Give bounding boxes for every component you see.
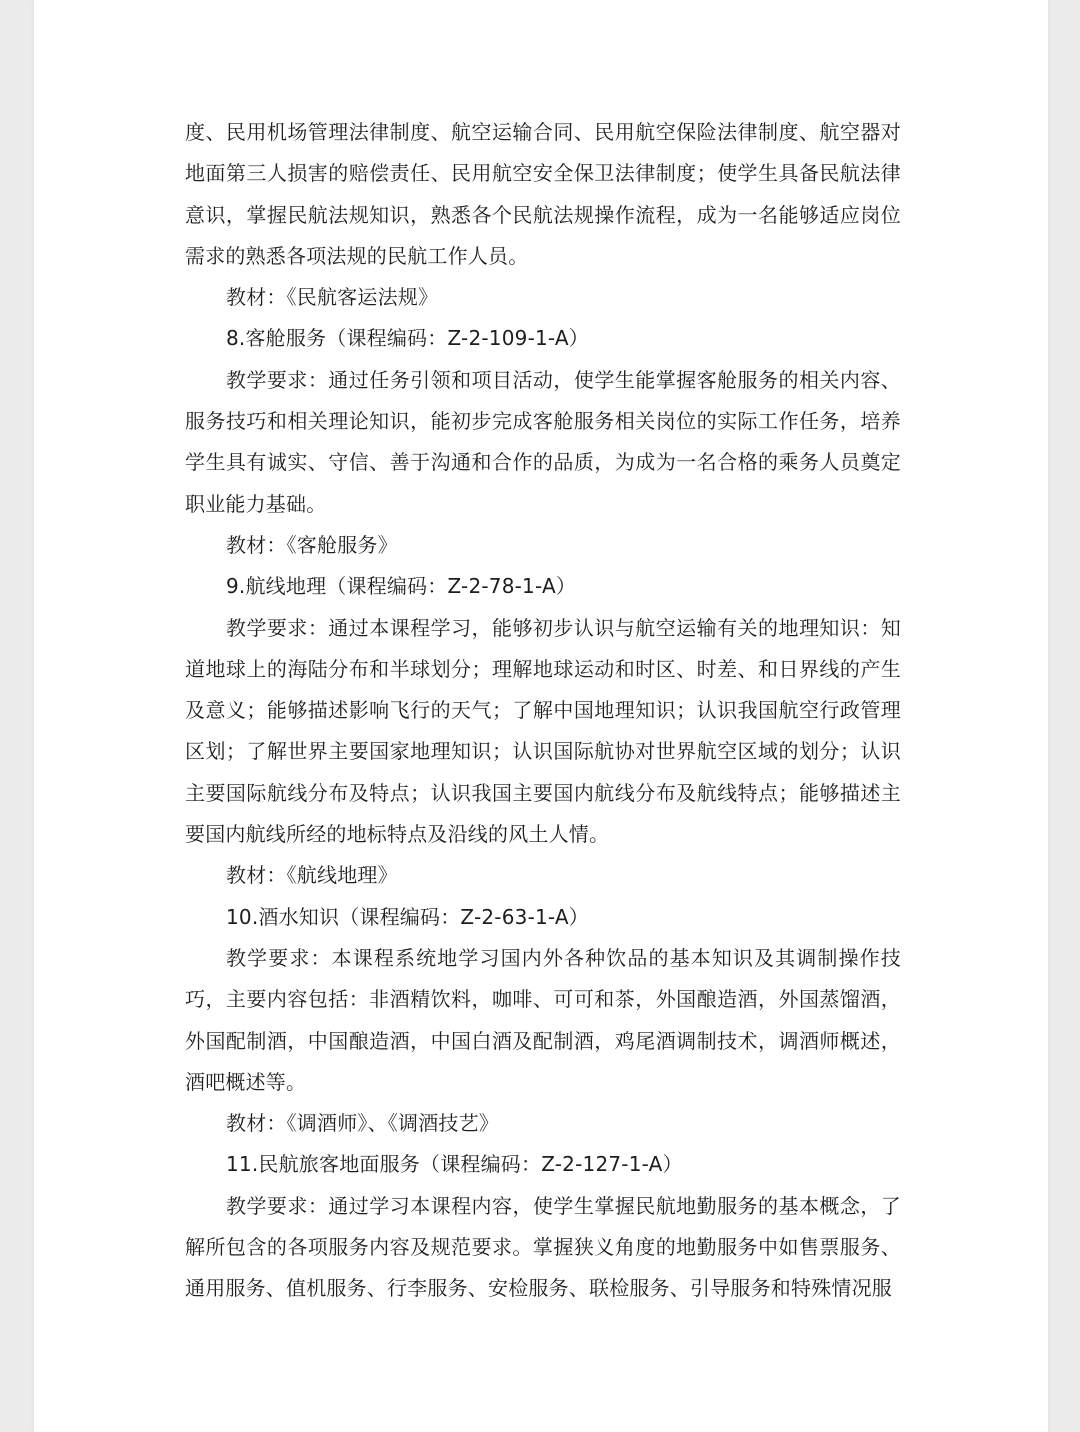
course-title: 10.酒水知识（课程编码：Z-2-63-1-A） (226, 904, 589, 929)
course-requirements: 教学要求：通过任务引领和项目活动，使学生能掌握客舱服务的相关内容、服务技巧和相关理论知识，能初步完成客舱服务相关岗位的实际工作任务，培养学生具有诚实、守信、善于沟通和合作的品质，为成为一名合格的乘务人员奠定职业能力基础。 (185, 367, 901, 516)
course-requirements: 教学要求：通过本课程学习，能够初步认识与航空运输有关的地理知识：知道地球上的海陆分布和半球划分；理解地球运动和时区、时差、和日界线的产生及意义；能够描述影响飞行的天气；了解中国地理知识；认识我国航空行政管理区划；了解世界主要国家地理知识；认识国际航协对世界航空区域的划分；认识主要国际航线分布及特点；认识我国主要国内航线分布及航线特点；能够描述主要国内航线所经的地标特点及沿线的风土人情。 (185, 615, 901, 847)
course-title: 11.民航旅客地面服务（课程编码：Z-2-127-1-A） (226, 1152, 683, 1177)
textbook-line: 教材：《客舱服务》 (226, 532, 398, 557)
course-requirements: 教学要求：通过学习本课程内容，使学生掌握民航地勤服务的基本概念，了解所包含的各项服务内容及规范要求。掌握狭义角度的地勤服务中如售票服务、通用服务、值机服务、行李服务、安检服务、联检服务、引导服务和特殊情况服 (185, 1193, 901, 1301)
document-body (185, 112, 901, 1310)
textbook-line: 教材：《航线地理》 (226, 863, 398, 888)
textbook-line: 教材：《调酒师》、《调酒技艺》 (226, 1111, 499, 1136)
course-requirements: 教学要求：本课程系统地学习国内外各种饮品的基本知识及其调制操作技巧，主要内容包括：非酒精饮料，咖啡、可可和茶，外国酿造酒，外国蒸馏酒，外国配制酒，中国酿造酒，中国白酒及配制酒，鸡尾酒调制技术，调酒师概述，酒吧概述等。 (185, 945, 901, 1094)
course-title: 8.客舱服务（课程编码：Z-2-109-1-A） (226, 326, 589, 351)
course-title: 9.航线地理（课程编码：Z-2-78-1-A） (226, 574, 577, 599)
paragraph-continuation: 度、民用机场管理法律制度、航空运输合同、民用航空保险法律制度、航空器对地面第三人损害的赔偿责任、民用航空安全保卫法律制度；使学生具备民航法律意识，掌握民航法规知识，熟悉各个民航法规操作流程，成为一名能够适应岗位需求的熟悉各项法规的民航工作人员。 (185, 120, 901, 268)
textbook-line: 教材：《民航客运法规》 (226, 285, 439, 310)
document-page (34, 0, 1048, 1432)
